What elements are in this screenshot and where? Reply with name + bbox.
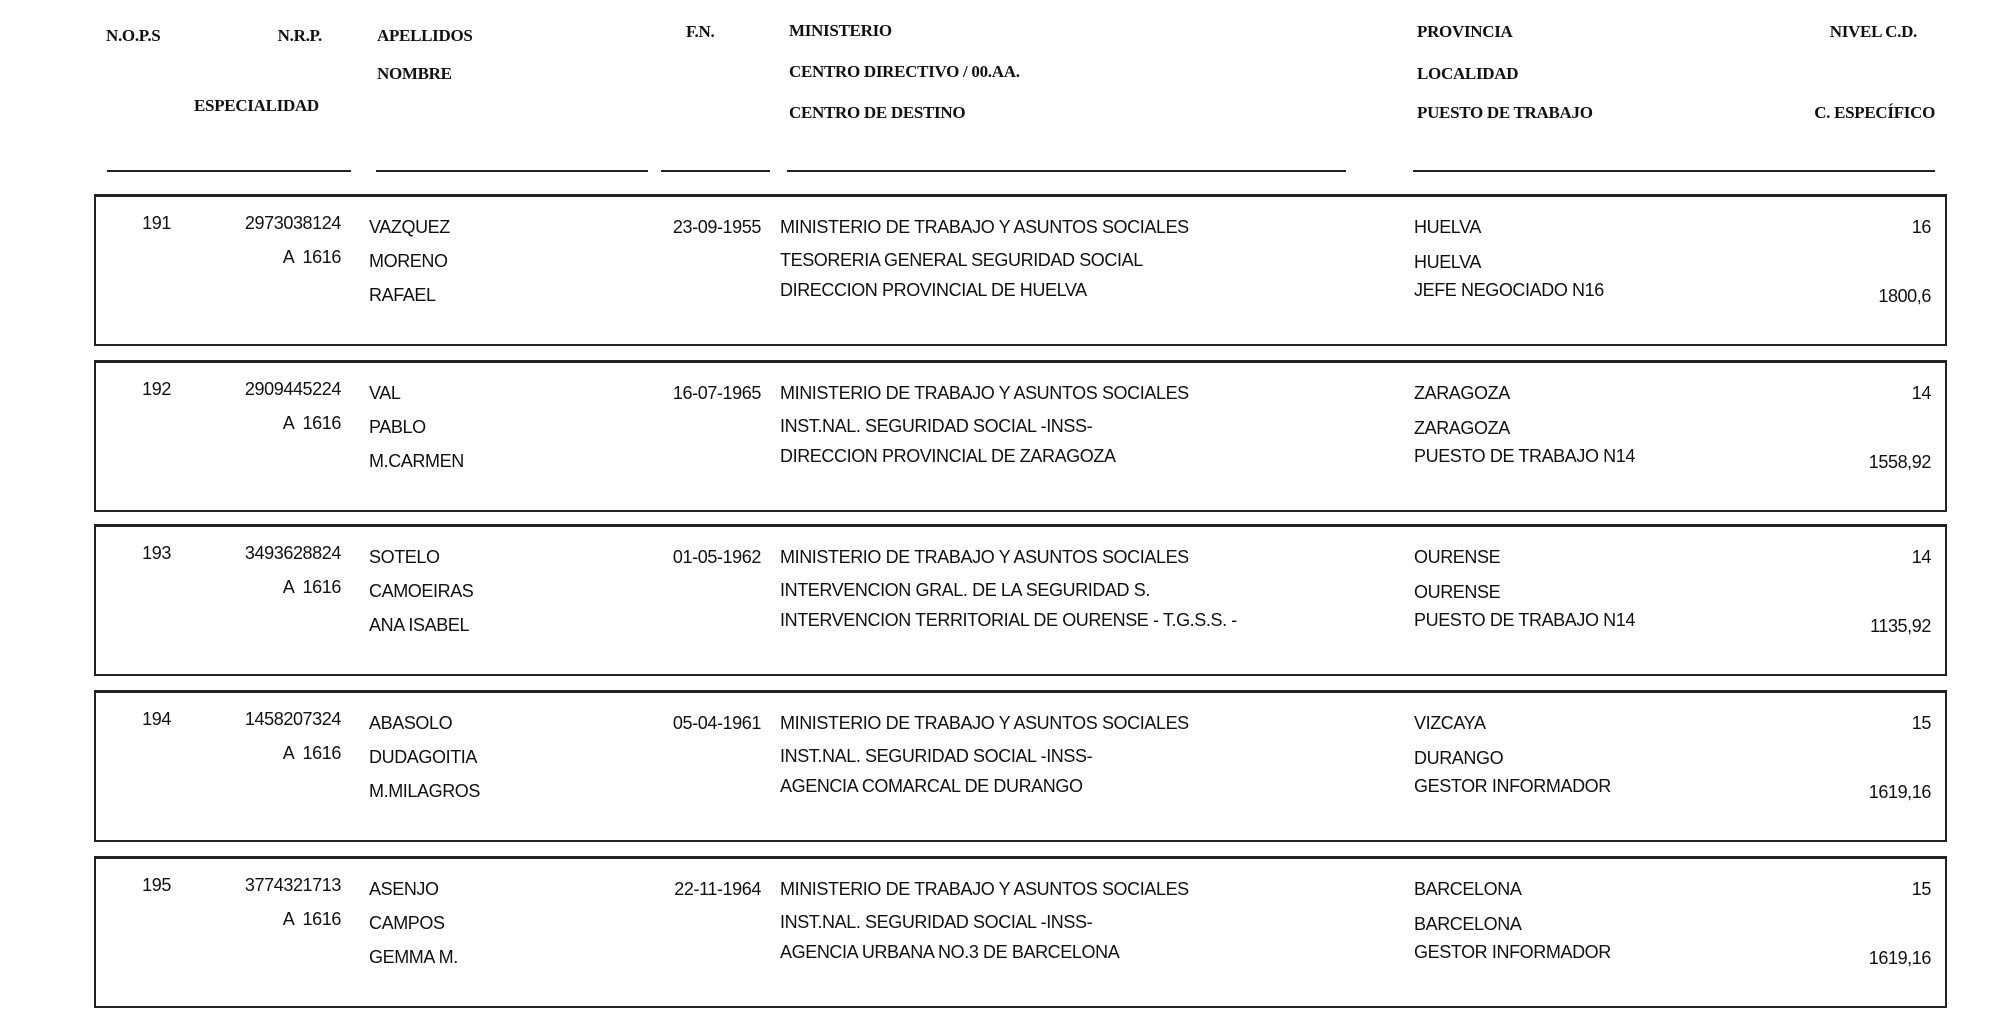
- nombre: M.CARMEN: [369, 451, 464, 471]
- centro-destino: DIRECCION PROVINCIAL DE ZARAGOZA: [780, 446, 1116, 466]
- header-nrp: N.R.P.: [277, 26, 322, 45]
- centro-directivo: INST.NAL. SEGURIDAD SOCIAL -INSS-: [780, 912, 1093, 932]
- especialidad: A 1616: [282, 743, 341, 763]
- header-especialidad: ESPECIALIDAD: [194, 96, 319, 115]
- centro-directivo: INST.NAL. SEGURIDAD SOCIAL -INSS-: [780, 416, 1093, 436]
- centro-directivo: TESORERIA GENERAL SEGURIDAD SOCIAL: [780, 250, 1143, 270]
- localidad: BARCELONA: [1414, 914, 1522, 934]
- record-box: [94, 856, 1947, 1008]
- header-underline: [107, 170, 351, 172]
- nombre: ANA ISABEL: [369, 615, 470, 635]
- header-centro-directivo: CENTRO DIRECTIVO / 00.AA.: [789, 62, 1020, 81]
- nivel-cd: 14: [1911, 547, 1931, 567]
- provincia: HUELVA: [1414, 217, 1481, 237]
- header-nops: N.O.P.S: [106, 26, 161, 45]
- complemento-especifico: 1558,92: [1868, 452, 1931, 472]
- centro-destino: AGENCIA URBANA NO.3 DE BARCELONA: [780, 942, 1120, 962]
- record-box: [94, 194, 1947, 346]
- apellido-1: ABASOLO: [369, 713, 453, 733]
- centro-directivo: INST.NAL. SEGURIDAD SOCIAL -INSS-: [780, 746, 1093, 766]
- especialidad: A 1616: [282, 909, 341, 929]
- apellido-2: CAMOEIRAS: [369, 581, 474, 601]
- header-underline: [661, 170, 770, 172]
- nops: 194: [142, 709, 171, 729]
- ministerio: MINISTERIO DE TRABAJO Y ASUNTOS SOCIALES: [780, 383, 1189, 403]
- record-box: [94, 524, 1947, 676]
- complemento-especifico: 1619,16: [1868, 782, 1931, 802]
- nivel-cd: 15: [1911, 713, 1931, 733]
- nrp: 3493628824: [244, 543, 341, 563]
- ministerio: MINISTERIO DE TRABAJO Y ASUNTOS SOCIALES: [780, 879, 1189, 899]
- puesto-trabajo: JEFE NEGOCIADO N16: [1414, 280, 1604, 300]
- localidad: OURENSE: [1414, 582, 1501, 602]
- fecha-nacimiento: 23-09-1955: [672, 217, 761, 237]
- especialidad: A 1616: [282, 413, 341, 433]
- complemento-especifico: 1800,6: [1878, 286, 1931, 306]
- centro-destino: DIRECCION PROVINCIAL DE HUELVA: [780, 280, 1087, 300]
- ministerio: MINISTERIO DE TRABAJO Y ASUNTOS SOCIALES: [780, 547, 1189, 567]
- provincia: ZARAGOZA: [1414, 383, 1510, 403]
- apellido-2: PABLO: [369, 417, 426, 437]
- ministerio: MINISTERIO DE TRABAJO Y ASUNTOS SOCIALES: [780, 713, 1189, 733]
- record-box: [94, 360, 1947, 512]
- centro-directivo: INTERVENCION GRAL. DE LA SEGURIDAD S.: [780, 580, 1150, 600]
- especialidad: A 1616: [282, 577, 341, 597]
- apellido-2: DUDAGOITIA: [369, 747, 478, 767]
- nombre: RAFAEL: [369, 285, 436, 305]
- fecha-nacimiento: 05-04-1961: [672, 713, 761, 733]
- localidad: DURANGO: [1414, 748, 1504, 768]
- nops: 193: [142, 543, 171, 563]
- nops: 191: [142, 213, 171, 233]
- nrp: 1458207324: [244, 709, 341, 729]
- ministerio: MINISTERIO DE TRABAJO Y ASUNTOS SOCIALES: [780, 217, 1189, 237]
- apellido-2: CAMPOS: [369, 913, 445, 933]
- nrp: 3774321713: [244, 875, 341, 895]
- apellido-1: VAZQUEZ: [369, 217, 450, 237]
- complemento-especifico: 1135,92: [1870, 616, 1931, 636]
- puesto-trabajo: GESTOR INFORMADOR: [1414, 776, 1611, 796]
- header-apellidos: APELLIDOS: [377, 26, 473, 45]
- nivel-cd: 16: [1911, 217, 1931, 237]
- header-especifico: C. ESPECÍFICO: [1814, 103, 1935, 122]
- especialidad: A 1616: [282, 247, 341, 267]
- complemento-especifico: 1619,16: [1868, 948, 1931, 968]
- centro-destino: INTERVENCION TERRITORIAL DE OURENSE - T.G.S.S. -: [780, 610, 1237, 630]
- provincia: BARCELONA: [1414, 879, 1522, 899]
- header-centro-destino: CENTRO DE DESTINO: [789, 103, 966, 122]
- puesto-trabajo: PUESTO DE TRABAJO N14: [1414, 610, 1636, 630]
- fecha-nacimiento: 01-05-1962: [672, 547, 761, 567]
- header-underline: [787, 170, 1346, 172]
- puesto-trabajo: GESTOR INFORMADOR: [1414, 942, 1611, 962]
- puesto-trabajo: PUESTO DE TRABAJO N14: [1414, 446, 1636, 466]
- localidad: HUELVA: [1414, 252, 1481, 272]
- fecha-nacimiento: 16-07-1965: [672, 383, 761, 403]
- nivel-cd: 15: [1911, 879, 1931, 899]
- header-nivel: NIVEL C.D.: [1829, 22, 1917, 41]
- nops: 195: [142, 875, 171, 895]
- header-ministerio: MINISTERIO: [789, 21, 892, 40]
- header-fn: F.N.: [686, 22, 715, 41]
- centro-destino: AGENCIA COMARCAL DE DURANGO: [780, 776, 1083, 796]
- provincia: OURENSE: [1414, 547, 1501, 567]
- apellido-1: VAL: [369, 383, 401, 403]
- nombre: GEMMA M.: [369, 947, 458, 967]
- nrp: 2909445224: [244, 379, 341, 399]
- nombre: M.MILAGROS: [369, 781, 481, 801]
- nivel-cd: 14: [1911, 383, 1931, 403]
- apellido-2: MORENO: [369, 251, 448, 271]
- nops: 192: [142, 379, 171, 399]
- localidad: ZARAGOZA: [1414, 418, 1510, 438]
- header-localidad: LOCALIDAD: [1417, 64, 1519, 83]
- header-provincia: PROVINCIA: [1417, 22, 1513, 41]
- nrp: 2973038124: [244, 213, 341, 233]
- header-nombre: NOMBRE: [377, 64, 452, 83]
- header-underline: [1413, 170, 1935, 172]
- apellido-1: ASENJO: [369, 879, 439, 899]
- header-puesto: PUESTO DE TRABAJO: [1417, 103, 1593, 122]
- fecha-nacimiento: 22-11-1964: [674, 879, 761, 899]
- apellido-1: SOTELO: [369, 547, 440, 567]
- record-box: [94, 690, 1947, 842]
- header-underline: [376, 170, 648, 172]
- provincia: VIZCAYA: [1414, 713, 1486, 733]
